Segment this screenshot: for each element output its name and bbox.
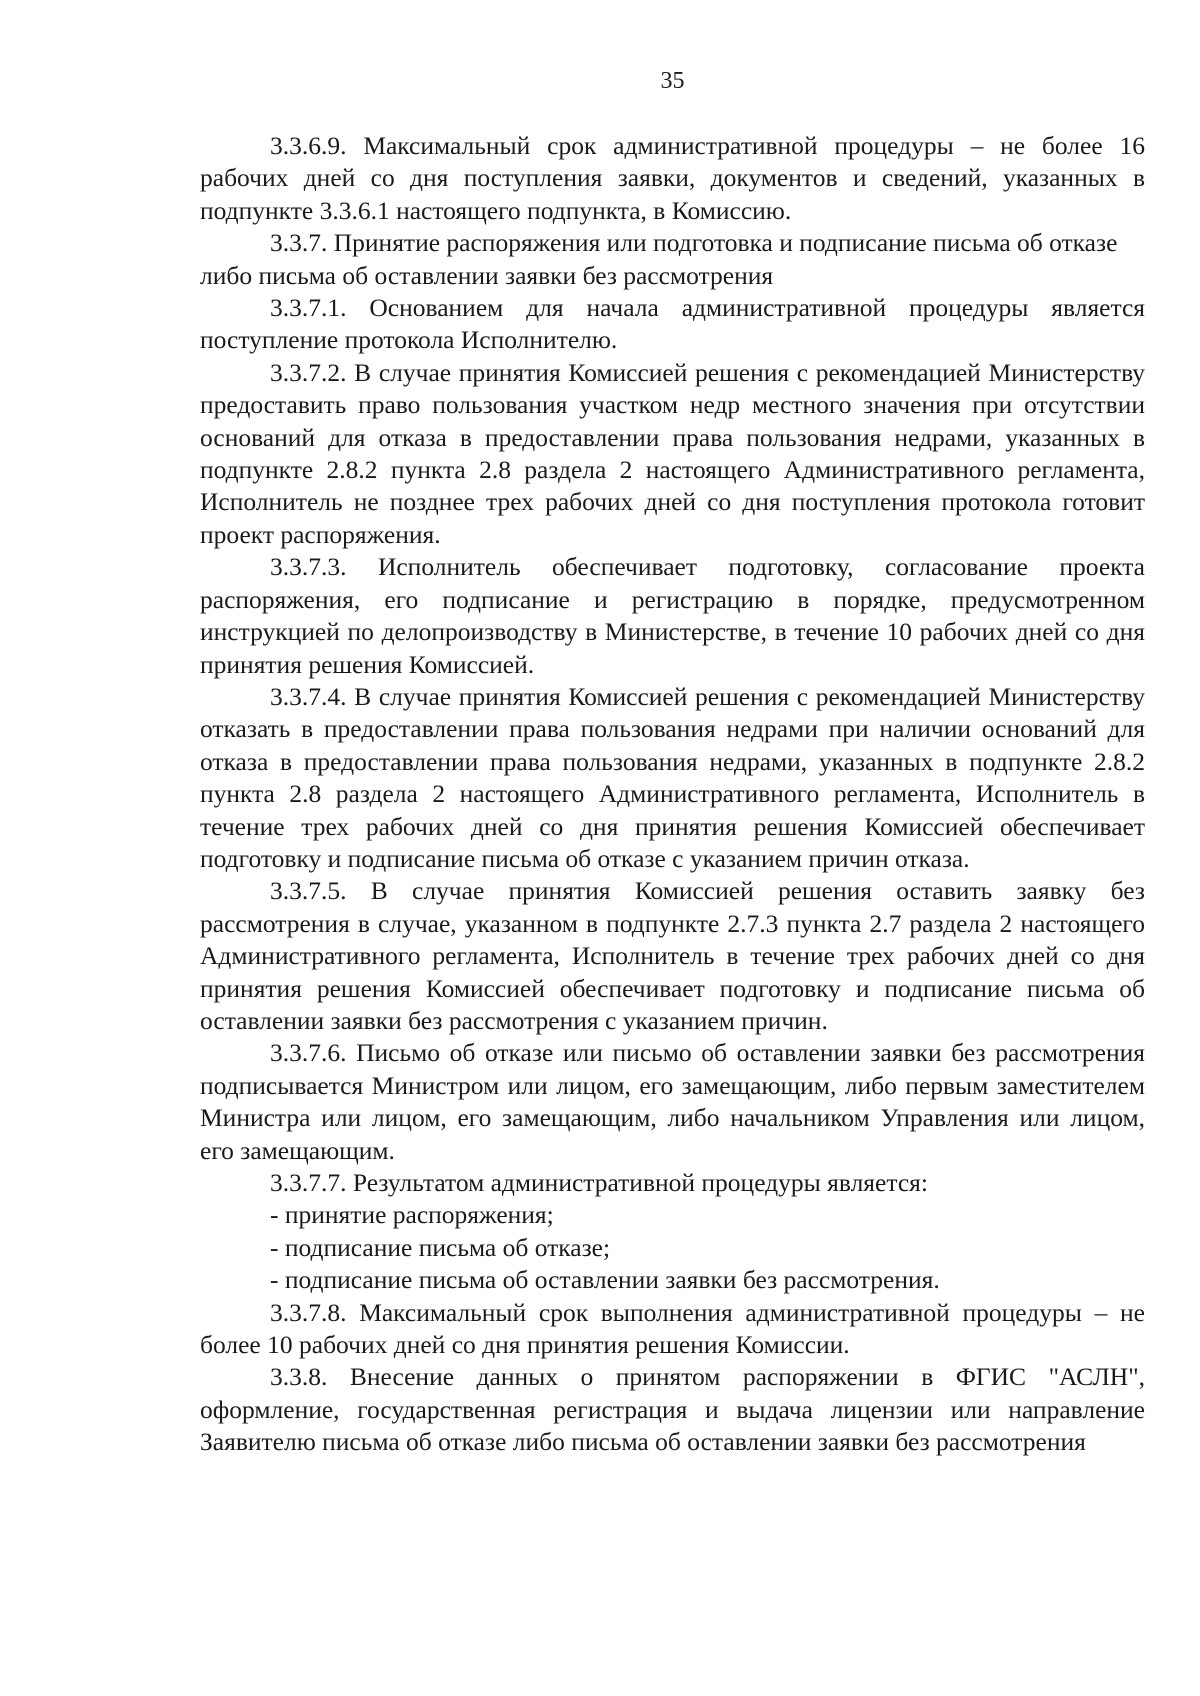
document-body	[200, 130, 1145, 1459]
paragraph-3-3-7-3: 3.3.7.3. Исполнитель обеспечивает подготовку, согласование проекта распоряжения, его подписание и регистрацию в порядке, предусмотренном инструкцией по делопроизводству в Министерстве, в течение 10 рабочих дней со дня принятия решения Комиссией.	[200, 552, 1145, 679]
section-heading-3-3-8: 3.3.8. Внесение данных о принятом распоряжении в ФГИС "АСЛН", оформление, государственная регистрация и выдача лицензии или направление Заявителю письма об отказе либо письма об оставлении заявки без рассмотрения	[200, 1362, 1145, 1457]
list-item: - подписание письма об оставлении заявки без рассмотрения.	[270, 1265, 940, 1295]
paragraph-3-3-7-5: 3.3.7.5. В случае принятия Комиссией решения оставить заявку без рассмотрения в случае, указанном в подпункте 2.7.3 пункта 2.7 раздела 2 настоящего Административного регламента, Исполнитель в течение трех рабочих дней со дня принятия решения Комиссией обеспечивает подготовку и подписание письма об оставлении заявки без рассмотрения с указанием причин.	[200, 876, 1145, 1035]
paragraph-3-3-6-9: 3.3.6.9. Максимальный срок административной процедуры – не более 16 рабочих дней со дня поступления заявки, документов и сведений, указанных в подпункте 3.3.6.1 настоящего подпункта, в Комиссию.	[200, 131, 1145, 225]
paragraph-3-3-7-8: 3.3.7.8. Максимальный срок выполнения административной процедуры – не более 10 рабочих дней со дня принятия решения Комиссии.	[200, 1297, 1145, 1360]
section-heading-3-3-7: 3.3.7. Принятие распоряжения или подготовка и подписание письма об отказе либо письма об оставлении заявки без рассмотрения	[200, 228, 1118, 290]
paragraph-3-3-7-2: 3.3.7.2. В случае принятия Комиссией решения с рекомендацией Министерству предоставить право пользования участком недр местного значения при отсутствии оснований для отказа в предоставлении права пользования недрами, указанных в подпункте 2.8.2 пункта 2.8 раздела 2 настоящего Административного регламента, Исполнитель не позднее трех рабочих дней со дня поступления протокола готовит проект распоряжения.	[200, 357, 1145, 549]
page-number: 35	[660, 68, 685, 94]
result-list	[200, 1199, 1145, 1296]
paragraph-3-3-7-6: 3.3.7.6. Письмо об отказе или письмо об оставлении заявки без рассмотрения подписывается Министром или лицом, его замещающим, либо первым заместителем Министра или лицом, его замещающим, либо начальником Управления или лицом, его замещающим.	[200, 1038, 1145, 1165]
paragraph-3-3-7-4: 3.3.7.4. В случае принятия Комиссией решения с рекомендацией Министерству отказать в предоставлении права пользования недрами при наличии оснований для отказа в предоставлении права пользования недрами, указанных в подпункте 2.8.2 пункта 2.8 раздела 2 настоящего Административного регламента, Исполнитель в течение трех рабочих дней со дня принятия решения Комиссией обеспечивает подготовку и подписание письма об отказе с указанием причин отказа.	[200, 681, 1145, 873]
list-item: - принятие распоряжения;	[270, 1200, 554, 1230]
paragraph-3-3-7-1: 3.3.7.1. Основанием для начала административной процедуры является поступление протокола Исполнителю.	[200, 293, 1145, 355]
list-item: - подписание письма об отказе;	[270, 1232, 611, 1262]
paragraph-3-3-7-7: 3.3.7.7. Результатом административной процедуры является:	[270, 1168, 928, 1197]
